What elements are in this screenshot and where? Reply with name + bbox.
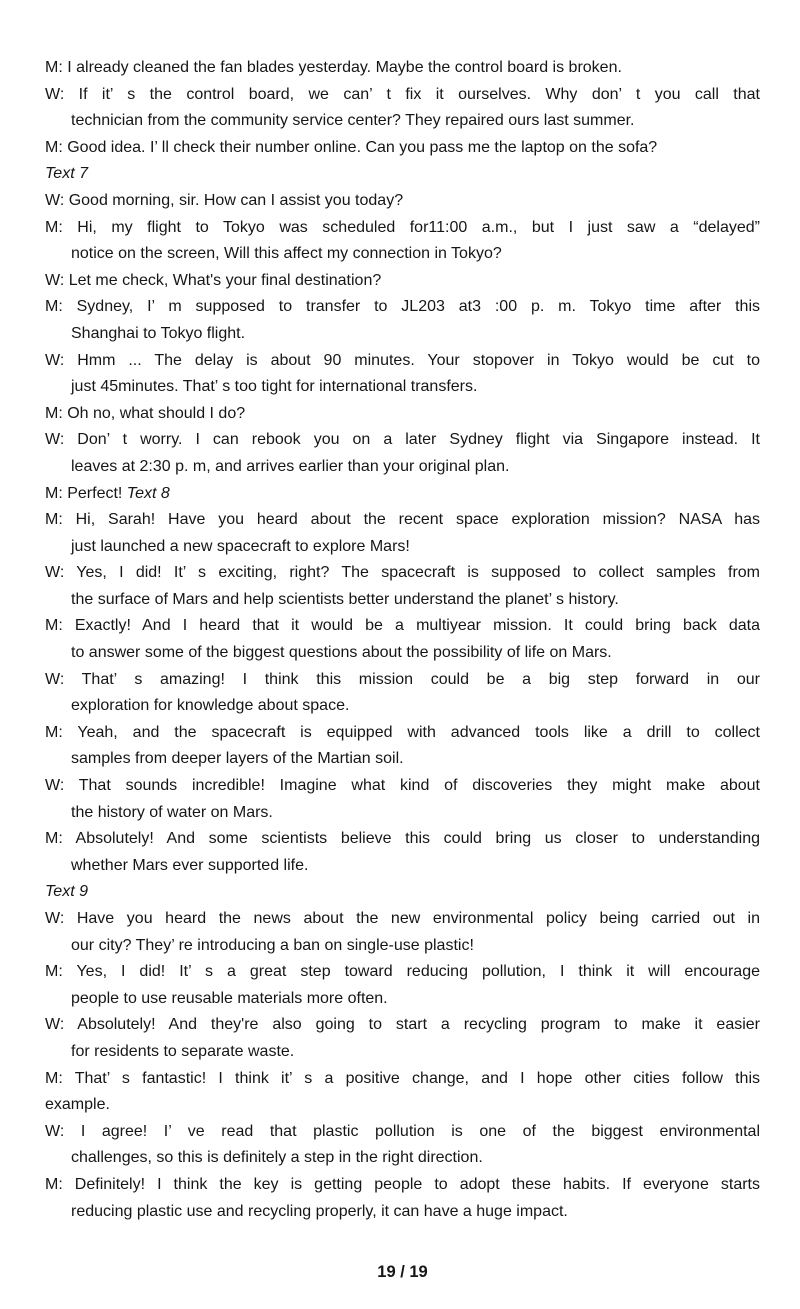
transcript-line-text: M: Yes, I did! It’ s a great step toward reducing pollution, I think it will encourage: [45, 963, 760, 981]
transcript-line-text: people to use reusable materials more often.: [71, 989, 388, 1007]
transcript-line-text: M: Yeah, and the spacecraft is equipped with advanced tools like a drill to collect: [45, 723, 760, 741]
transcript-line: [45, 215, 760, 242]
transcript-line-text: W: Yes, I did! It’ s exciting, right? The spacecraft is supposed to collect samples from: [45, 564, 760, 582]
transcript-line-text: our city? They’ re introducing a ban on single-use plastic!: [71, 936, 474, 954]
transcript-line: [45, 534, 760, 561]
transcript-line: [45, 906, 760, 933]
transcript-line: [45, 667, 760, 694]
transcript-line-text: samples from deeper layers of the Martian soil.: [71, 750, 404, 768]
transcript-line: [45, 826, 760, 853]
transcript-line-text: W: If it’ s the control board, we can’ t fix it ourselves. Why don’ t you call that: [45, 85, 760, 103]
transcript-line-text: M: Oh no, what should I do?: [45, 404, 246, 422]
transcript-line: [45, 1145, 760, 1172]
transcript-line-text: challenges, so this is definitely a step in the right direction.: [71, 1149, 483, 1167]
transcript-line: [45, 613, 760, 640]
transcript-line: [45, 1199, 760, 1226]
transcript-line-text: just 45minutes. That’ s too tight for international transfers.: [71, 378, 478, 396]
transcript-line: [45, 1092, 760, 1119]
transcript-line-text: W: That’ s amazing! I think this mission could be a big step forward in our: [45, 670, 760, 688]
transcript-line: [45, 161, 760, 188]
transcript-line: [45, 1012, 760, 1039]
transcript-line-text: W: Don’ t worry. I can rebook you on a later Sydney flight via Singapore instead. It: [45, 431, 760, 449]
transcript-line-text: to answer some of the biggest questions about the possibility of life on Mars.: [71, 644, 612, 662]
transcript-line-text: W: Good morning, sir. How can I assist you today?: [45, 191, 404, 209]
transcript-line-text: just launched a new spacecraft to explore Mars!: [71, 537, 410, 555]
transcript-line: [45, 241, 760, 268]
transcript-line-text: W: Have you heard the news about the new environmental policy being carried out in: [45, 910, 760, 927]
transcript-line-text: M: That’ s fantastic! I think it’ s a positive change, and I hope other cities follow this: [45, 1069, 760, 1087]
transcript-line-text: M: Sydney, I’ m supposed to transfer to JL203 at3 :00 p. m. Tokyo time after this: [45, 298, 760, 316]
transcript-line: [45, 853, 760, 880]
transcript-line-text: M: I already cleaned the fan blades yesterday. Maybe the control board is broken.: [45, 59, 622, 76]
transcript-line-text: W: Absolutely! And they're also going to start a recycling program to make it easier: [45, 1016, 760, 1034]
transcript-line-text: the history of water on Mars.: [71, 803, 273, 821]
transcript-line-text: Text 7: [45, 165, 88, 183]
transcript-line: [45, 348, 760, 375]
transcript-line-text: Shanghai to Tokyo flight.: [71, 324, 246, 342]
transcript-line-text: M: Exactly! And I heard that it would be a multiyear mission. It could bring back data: [45, 617, 760, 635]
transcript-line-text: W: That sounds incredible! Imagine what kind of discoveries they might make about: [45, 777, 760, 795]
transcript-line-text: M: Definitely! I think the key is getting people to adopt these habits. If everyone starts: [45, 1175, 760, 1193]
transcript-line: [45, 108, 760, 135]
transcript-line: [45, 959, 760, 986]
transcript-line-text: leaves at 2:30 p. m, and arrives earlier than your original plan.: [71, 457, 510, 475]
transcript-line-text: notice on the screen, Will this affect my connection in Tokyo?: [71, 245, 502, 263]
transcript-line: [45, 693, 760, 720]
transcript-line: [45, 800, 760, 827]
transcript-line: [45, 1066, 760, 1093]
transcript-line-text: W: Let me check, What's your final destination?: [45, 271, 382, 289]
transcript-line-text: M: Absolutely! And some scientists believe this could bring us closer to understanding: [45, 830, 760, 848]
transcript-line: [45, 879, 760, 906]
transcript-line: [45, 587, 760, 614]
transcript-line: [45, 1172, 760, 1199]
transcript-line-text: M: Hi, Sarah! Have you heard about the recent space exploration mission? NASA has: [45, 511, 760, 529]
transcript-line-italic-text: Text 8: [126, 484, 170, 502]
transcript-line: [45, 188, 760, 215]
page-number: 19 / 19: [377, 1263, 428, 1282]
listening-transcript: [45, 55, 760, 1225]
transcript-line: [45, 933, 760, 960]
transcript-line-text: technician from the community service center? They repaired ours last summer.: [71, 112, 635, 130]
transcript-line-text: the surface of Mars and help scientists better understand the planet’ s history.: [71, 590, 619, 608]
transcript-line: [45, 986, 760, 1013]
transcript-line-text: W: I agree! I’ ve read that plastic pollution is one of the biggest environmental: [45, 1122, 760, 1140]
transcript-line: [45, 427, 760, 454]
transcript-line-text: exploration for knowledge about space.: [71, 697, 350, 715]
transcript-line: [45, 321, 760, 348]
transcript-line: [45, 746, 760, 773]
transcript-line-text: reducing plastic use and recycling properly, it can have a huge impact.: [71, 1202, 568, 1220]
transcript-line: [45, 82, 760, 109]
transcript-line: [45, 294, 760, 321]
transcript-line: [45, 507, 760, 534]
transcript-line-text: example.: [45, 1096, 110, 1114]
transcript-line-text: M: Perfect!: [45, 484, 127, 502]
transcript-line-text: whether Mars ever supported life.: [71, 856, 309, 874]
transcript-line: [45, 1039, 760, 1066]
transcript-line-text: for residents to separate waste.: [71, 1042, 295, 1060]
transcript-line: [45, 374, 760, 401]
transcript-line-text: M: Hi, my flight to Tokyo was scheduled for11:00 a.m., but I just saw a “delayed”: [45, 218, 760, 236]
transcript-line: [45, 135, 760, 162]
transcript-line: [45, 720, 760, 747]
transcript-line: [45, 640, 760, 667]
transcript-line: [45, 454, 760, 481]
transcript-line-text: W: Hmm ... The delay is about 90 minutes. Your stopover in Tokyo would be cut to: [45, 351, 760, 369]
transcript-line: [45, 1119, 760, 1146]
transcript-line: [45, 481, 760, 508]
transcript-line: [45, 55, 760, 82]
transcript-line-text: M: Good idea. I’ ll check their number online. Can you pass me the laptop on the sofa?: [45, 138, 658, 156]
transcript-line: [45, 560, 760, 587]
transcript-line: [45, 773, 760, 800]
transcript-line: [45, 401, 760, 428]
transcript-line: [45, 268, 760, 295]
transcript-line-text: Text 9: [45, 883, 88, 901]
